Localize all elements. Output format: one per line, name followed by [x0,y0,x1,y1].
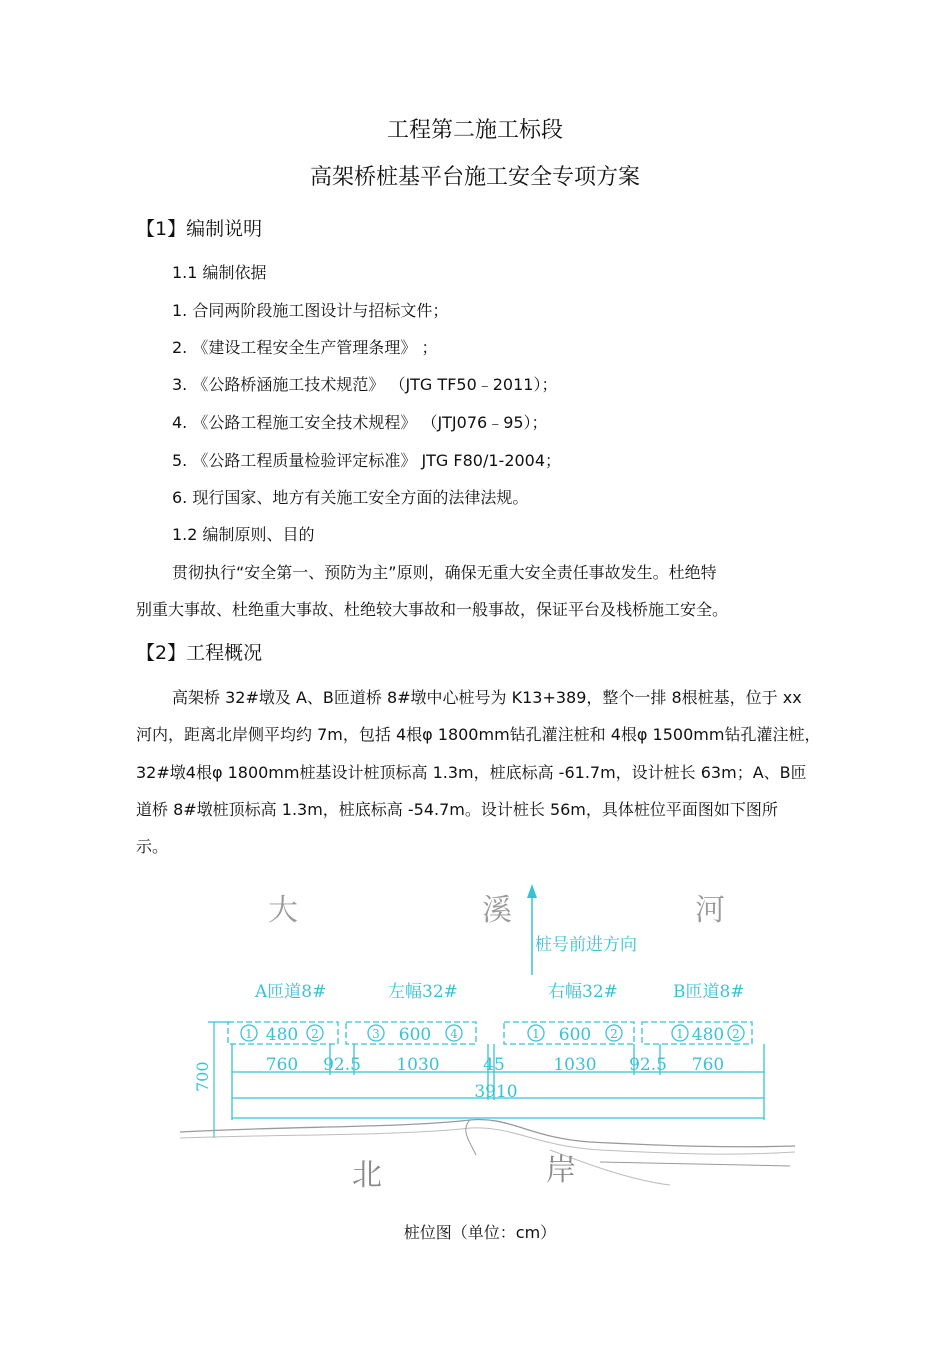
document-subtitle: 高架桥桩基平台施工安全专项方案 [309,165,640,190]
lower-dimension: 1030 [396,1055,440,1075]
list-item: 1. 合同两阶段施工图设计与招标文件； [172,301,449,320]
paragraph-line: 贯彻执行“安全第一、预防为主”原则，确保无重大安全责任事故发生。杜绝特 [172,563,717,582]
paragraph-line: 别重大事故、杜绝重大事故、杜绝较大事故和一般事故，保证平台及栈桥施工安全。 [136,600,729,619]
subsection-1-2-heading: 1.2 编制原则、目的 [172,525,315,544]
inner-dimension: 600 [558,1025,592,1045]
paragraph-line: 河内，距离北岸侧平均约 7m，包括 4根φ 1800mm钻孔灌注桩和 4根φ 1500mm钻孔灌注桩， [136,725,821,744]
direction-arrow-icon [527,884,537,898]
river-char: 大 [268,893,298,928]
section-1-heading: 【1】编制说明 [136,218,263,240]
figure-caption: 桩位图（单位：cm） [403,1223,557,1242]
lower-dimension: 760 [265,1055,299,1075]
group-label: 右幅32# [548,982,618,1002]
river-char: 河 [695,893,725,928]
pile-number: 2 [610,1027,618,1041]
bank-line [466,1120,476,1155]
list-item: 2. 《建设工程安全生产管理条理》 ； [172,338,438,357]
total-dimension: 3910 [474,1082,518,1102]
lower-dimension: 45 [483,1055,505,1075]
document-title: 工程第二施工标段 [386,118,563,143]
lower-dimension: 92.5 [629,1055,667,1075]
list-item: 4. 《公路工程施工安全技术规程》 （JTJ076﹣95）； [172,413,548,432]
direction-label: 桩号前进方向 [535,935,637,955]
group-label: A匝道8# [255,982,327,1002]
paragraph-line: 32#墩4根φ 1800mm桩基设计桩顶标高 1.3m，桩底标高 -61.7m，设计桩长 63m；A、B匝 [136,763,807,782]
list-item: 5. 《公路工程质量检验评定标准》 JTG F80/1-2004； [172,451,562,470]
pile-number: 1 [532,1027,540,1041]
pile-number: 1 [245,1027,253,1041]
pile-number: 2 [311,1027,319,1041]
inner-dimension: 480 [265,1025,299,1045]
pile-number: 4 [450,1027,458,1041]
paragraph-line: 高架桥 32#墩及 A、B匝道桥 8#墩中心桩号为 K13+389，整个一排 8根桩基，位于 xx [172,688,802,707]
section-2-heading: 【2】工程概况 [136,642,263,664]
list-item: 3. 《公路桥涵施工技术规范》 （JTG TF50﹣2011）； [172,375,558,394]
pile-number: 2 [732,1027,740,1041]
pile-layout-figure [170,880,810,1200]
lower-dimension: 92.5 [323,1055,361,1075]
height-dimension: 700 [193,1061,212,1092]
paragraph-line: 道桥 8#墩桩顶标高 1.3m，桩底标高 -54.7m。设计桩长 56m，具体桩位平面图如下图所 [136,800,778,819]
lower-dimension: 760 [691,1055,725,1075]
bank-char: 北 [352,1158,382,1193]
bank-char: 岸 [546,1153,576,1188]
group-label: 左幅32# [388,982,458,1002]
bank-line [180,1120,795,1147]
bank-line [180,1128,795,1154]
paragraph-line: 示。 [136,837,169,856]
lower-dimension: 1030 [553,1055,597,1075]
pile-number: 3 [372,1027,380,1041]
river-char: 溪 [482,893,512,928]
inner-dimension: 480 [691,1025,725,1045]
list-item: 6. 现行国家、地方有关施工安全方面的法律法规。 [172,488,529,507]
pile-number: 1 [676,1027,684,1041]
bank-line [600,1162,790,1166]
subsection-1-1-heading: 1.1 编制依据 [172,263,267,282]
inner-dimension: 600 [398,1025,432,1045]
group-label: B匝道8# [673,982,745,1002]
